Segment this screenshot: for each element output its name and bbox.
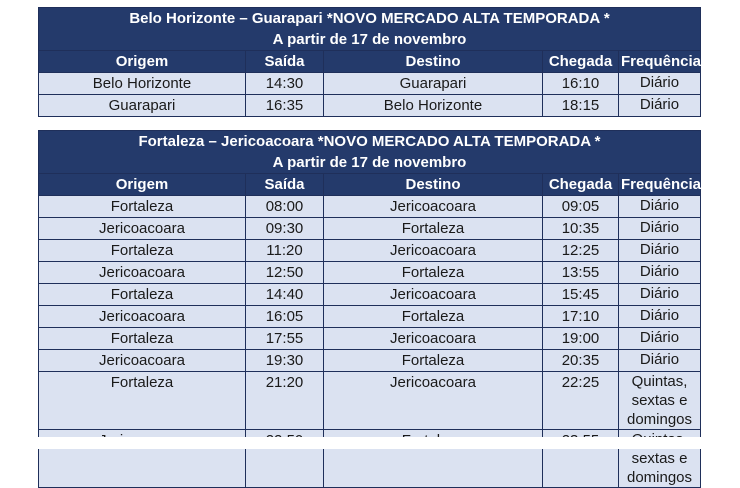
column-header-chegada: Chegada (543, 174, 619, 196)
cell-frequencia: Diário (619, 73, 701, 95)
cell-frequencia: Diário (619, 262, 701, 284)
cell-saida: 14:40 (246, 284, 324, 306)
table-row (39, 95, 701, 117)
table-row (39, 73, 701, 95)
cell-frequencia: Diário (619, 284, 701, 306)
cell-chegada: 20:35 (543, 350, 619, 372)
cell-chegada: 09:05 (543, 196, 619, 218)
cell-origem: Jericoacoara (39, 306, 246, 328)
cell-chegada: 19:00 (543, 328, 619, 350)
cell-origem: Fortaleza (39, 240, 246, 262)
cell-origem: Fortaleza (39, 328, 246, 350)
column-header-frequencia: Frequência (619, 174, 701, 196)
cell-saida: 16:05 (246, 306, 324, 328)
table-title-route: Belo Horizonte – Guarapari *NOVO MERCADO ALTA TEMPORADA * (129, 10, 610, 27)
column-header-destino: Destino (324, 174, 543, 196)
cell-origem: Guarapari (39, 95, 246, 117)
table-title (39, 8, 701, 51)
cell-saida: 09:30 (246, 218, 324, 240)
cell-chegada: 18:15 (543, 95, 619, 117)
cell-destino: Belo Horizonte (324, 95, 543, 117)
cell-destino: Guarapari (324, 73, 543, 95)
table-row (39, 240, 701, 262)
cell-chegada: 16:10 (543, 73, 619, 95)
cell-origem: Jericoacoara (39, 262, 246, 284)
cell-frequencia: Diário (619, 240, 701, 262)
table-title (39, 131, 701, 174)
cell-chegada: 10:35 (543, 218, 619, 240)
column-header-frequencia: Frequência (619, 51, 701, 73)
cell-frequencia: Diário (619, 328, 701, 350)
column-header-chegada: Chegada (543, 51, 619, 73)
cell-origem: Jericoacoara (39, 218, 246, 240)
cell-chegada: 12:25 (543, 240, 619, 262)
cell-chegada: 13:55 (543, 262, 619, 284)
cell-destino: Fortaleza (324, 218, 543, 240)
schedule-table-fortaleza-jericoacoara (38, 130, 701, 488)
table-row (39, 372, 701, 430)
cell-destino: Jericoacoara (324, 284, 543, 306)
table-subtitle: A partir de 17 de novembro (272, 154, 467, 171)
cell-destino: Jericoacoara (324, 196, 543, 218)
cell-chegada: 15:45 (543, 284, 619, 306)
cell-origem: Fortaleza (39, 284, 246, 306)
cell-saida: 21:20 (246, 372, 324, 430)
cell-saida: 14:30 (246, 73, 324, 95)
cell-frequencia: Diário (619, 218, 701, 240)
cell-destino: Jericoacoara (324, 328, 543, 350)
cell-saida: 12:50 (246, 262, 324, 284)
column-header-saida: Saída (246, 174, 324, 196)
cell-frequencia: Diário (619, 196, 701, 218)
cell-destino: Fortaleza (324, 262, 543, 284)
schedule-table-belo-horizonte-guarapari (38, 7, 701, 117)
cell-saida: 17:55 (246, 328, 324, 350)
table-title-route: Fortaleza – Jericoacoara *NOVO MERCADO ALTA TEMPORADA * (138, 133, 601, 150)
cell-destino: Jericoacoara (324, 372, 543, 430)
column-header-origem: Origem (39, 174, 246, 196)
column-header-saida: Saída (246, 51, 324, 73)
table-row (39, 218, 701, 240)
cell-frequencia: Diário (619, 350, 701, 372)
cell-chegada: 17:10 (543, 306, 619, 328)
cell-saida: 16:35 (246, 95, 324, 117)
table-subtitle: A partir de 17 de novembro (272, 31, 467, 48)
cell-destino: Fortaleza (324, 306, 543, 328)
table-row (39, 262, 701, 284)
cell-origem: Belo Horizonte (39, 73, 246, 95)
column-header-destino: Destino (324, 51, 543, 73)
table-row (39, 328, 701, 350)
cell-frequencia: Diário (619, 95, 701, 117)
cell-origem: Fortaleza (39, 196, 246, 218)
cell-origem: Fortaleza (39, 372, 246, 430)
table-row (39, 350, 701, 372)
cell-frequencia: Diário (619, 306, 701, 328)
table-row (39, 306, 701, 328)
cell-destino: Jericoacoara (324, 240, 543, 262)
cell-destino: Fortaleza (324, 350, 543, 372)
cell-origem: Jericoacoara (39, 350, 246, 372)
table-row (39, 284, 701, 306)
column-header-origem: Origem (39, 51, 246, 73)
cell-saida: 11:20 (246, 240, 324, 262)
cell-chegada: 22:25 (543, 372, 619, 430)
cell-saida: 19:30 (246, 350, 324, 372)
cell-frequencia: sextas e domingos (619, 430, 701, 488)
cell-frequencia: Quintas, sextas e domingos (619, 372, 701, 430)
cell-saida: 08:00 (246, 196, 324, 218)
table-row (39, 196, 701, 218)
page-bottom-crop (0, 437, 740, 449)
